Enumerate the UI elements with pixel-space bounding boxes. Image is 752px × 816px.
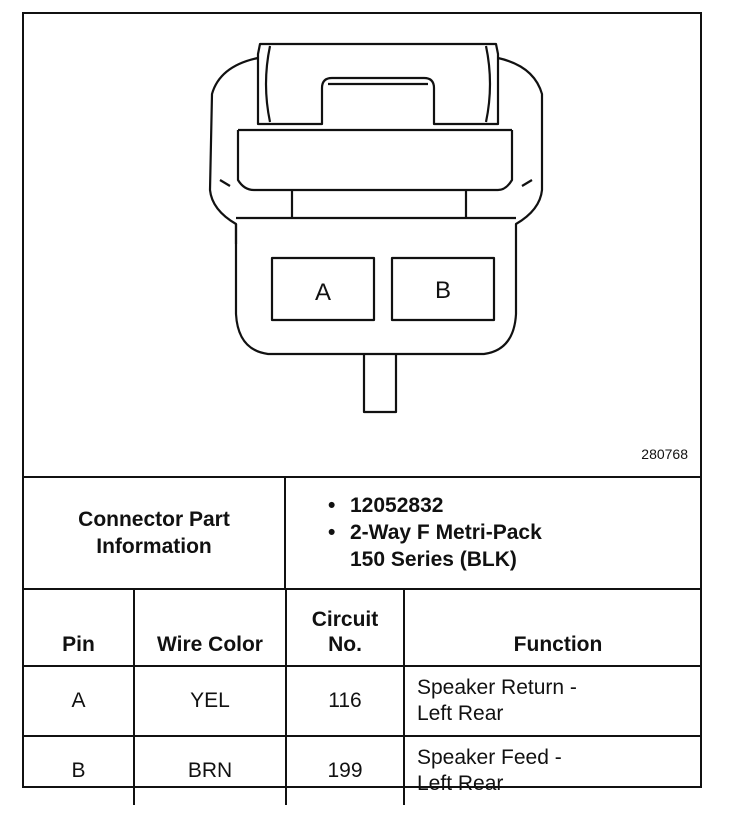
table-row bbox=[24, 666, 700, 736]
cavity-label-b: B bbox=[434, 277, 452, 304]
cavity-label-a: A bbox=[314, 279, 332, 306]
header-function: Function bbox=[404, 589, 700, 666]
pin-cell: B bbox=[24, 736, 134, 805]
header-pin: Pin bbox=[24, 589, 134, 666]
header-circuit-line2: No. bbox=[328, 633, 362, 656]
connector-stem bbox=[364, 354, 396, 412]
pin-cell: A bbox=[24, 666, 134, 736]
connector-info-row bbox=[24, 476, 700, 588]
part-number: • 12052832 bbox=[328, 492, 700, 519]
figure-id: 280768 bbox=[641, 446, 688, 462]
function-line2: Left Rear bbox=[417, 772, 504, 795]
function-line1: Speaker Feed - bbox=[417, 746, 562, 769]
connector-diagram bbox=[24, 14, 700, 476]
circuit-cell: 199 bbox=[286, 736, 404, 805]
connector-info-label-line2: Information bbox=[96, 535, 212, 558]
connector-sheet bbox=[22, 12, 702, 795]
connector-series: 150 Series (BLK) bbox=[350, 548, 517, 571]
pinout-table bbox=[24, 588, 700, 805]
wire-color-cell: BRN bbox=[134, 736, 286, 805]
function-cell bbox=[404, 736, 700, 805]
housing-shell bbox=[210, 58, 542, 354]
circuit-cell: 116 bbox=[286, 666, 404, 736]
connector-drawing bbox=[24, 14, 700, 476]
connector-type: • 2-Way F Metri-Pack bbox=[328, 519, 700, 546]
function-line1: Speaker Return - bbox=[417, 676, 577, 699]
header-circuit bbox=[286, 589, 404, 666]
connector-info-label-line1: Connector Part bbox=[78, 508, 230, 531]
table-row bbox=[24, 736, 700, 805]
connector-info-label bbox=[24, 478, 286, 588]
connector-info-list bbox=[286, 478, 700, 588]
header-wire-color: Wire Color bbox=[134, 589, 286, 666]
wire-color-cell: YEL bbox=[134, 666, 286, 736]
function-line2: Left Rear bbox=[417, 702, 504, 725]
header-circuit-line1: Circuit bbox=[311, 608, 379, 631]
function-cell bbox=[404, 666, 700, 736]
table-header-row bbox=[24, 589, 700, 666]
